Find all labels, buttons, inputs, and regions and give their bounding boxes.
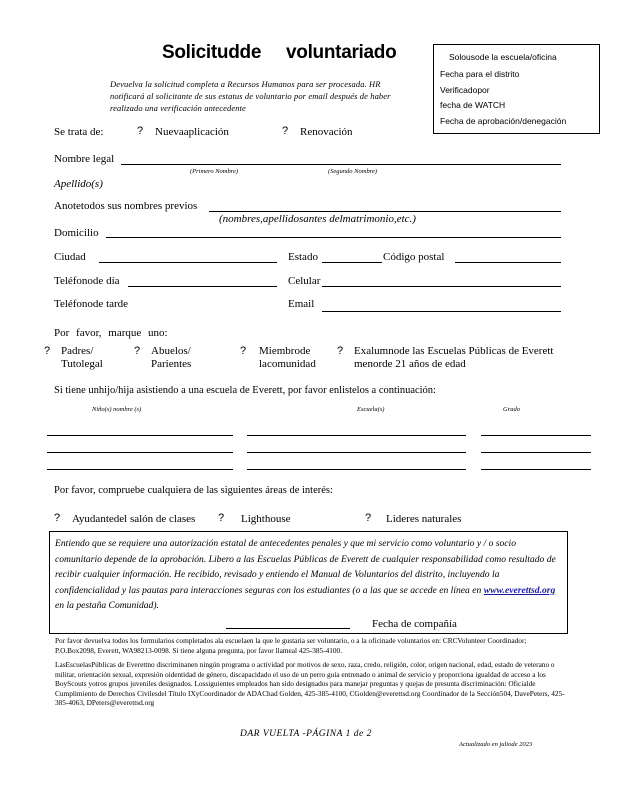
- new-application-checkbox[interactable]: ?: [137, 125, 144, 137]
- page-turn-label: DAR VUELTA -PÁGINA 1 de 2: [240, 729, 372, 739]
- parent-checkbox[interactable]: ?: [44, 345, 51, 357]
- office-use-box: [433, 44, 600, 134]
- city-label: Ciudad: [54, 251, 86, 263]
- application-type-label: Se trata de:: [54, 126, 104, 138]
- community-member-option: [259, 345, 316, 371]
- renewal-checkbox[interactable]: ?: [282, 125, 289, 137]
- natural-leaders-checkbox[interactable]: ?: [365, 512, 372, 524]
- areas-label: Por favor, compruebe cualquiera de las siguientes áreas de interés:: [54, 485, 333, 496]
- child-grade-field[interactable]: [481, 469, 591, 470]
- non-discrimination-statement: LasEscuelasPúblicas de Everettno discriminanen ningún programa o actividad por motivos de sexo, raza, credo, religión, color, origen nacional, edad, estado de veterano o militar, orientación sexual, expresión oidentidad de género, discapacidado el uso de un perro guía entrenado o animal de servicio y proporciona igualdad de acceso a los BoyScouts yotros grupos juveniles designados. Lossiguientes empleados han sido designados para manejar preguntas y quejas de presunta discriminación: Oficialde Cumplimiento de Derechos Civilesdel Título IXyCoordinador de ADAChad Golden, 425-385-4100, CGolden@everettsd.org Coordinador de la Sección504, DavePeters, 425-385-4063, DPeters@everettsd.org: [55, 660, 565, 707]
- return-instructions: Por favor devuelva todos los formularios completados ala escuelaen la que le gustaria ser voluntario, o a la oficinade voluntarios en: CRCVolunteer Coordinador; P.O.Box2098, Everett, WA98213-0098. Si tiene alguna pregunta, por favor llameal 425-385-4100.: [55, 636, 527, 655]
- child-school-field[interactable]: [247, 452, 466, 453]
- address-field[interactable]: [106, 237, 561, 238]
- lighthouse-label: Lighthouse: [241, 513, 291, 525]
- children-col-school: Escuela(s): [357, 406, 385, 413]
- children-col-name: Niño(s) nombre (s): [92, 406, 142, 413]
- renewal-label: Renovación: [300, 126, 353, 138]
- child-name-field[interactable]: [47, 435, 233, 436]
- zip-label: Código postal: [383, 251, 445, 263]
- district-website-link[interactable]: www.everettsd.org: [483, 584, 556, 596]
- grandparent-option-line1: Abuelos/: [151, 345, 191, 357]
- evening-phone-label: Teléfonode tarde: [54, 298, 129, 310]
- title-part1: Solicitudde: [162, 42, 262, 63]
- child-name-field[interactable]: [47, 452, 233, 453]
- parent-option-line1: Padres/: [61, 345, 94, 357]
- child-grade-field[interactable]: [481, 452, 591, 453]
- community-member-option-line2: lacomunidad: [259, 358, 316, 370]
- legal-name-label: Nombre legal: [54, 153, 115, 165]
- cell-field[interactable]: [322, 286, 561, 287]
- lighthouse-checkbox[interactable]: ?: [218, 512, 225, 524]
- agreement-text: [55, 536, 563, 614]
- parent-option: [61, 345, 103, 371]
- alumni-option: [354, 345, 553, 371]
- grandparent-option-line2: Parientes: [151, 358, 192, 370]
- children-label: Si tiene unhijo/hija asistiendo a una escuela de Everett, por favor enlistelos a continuación:: [54, 385, 436, 396]
- agreement-text-b: en la pestaña Comunidad).: [55, 600, 159, 611]
- community-member-option-line1: Miembrode: [259, 345, 311, 357]
- state-label: Estado: [288, 251, 318, 263]
- other-names-field[interactable]: [209, 211, 561, 212]
- day-phone-label: Teléfonode día: [54, 275, 120, 287]
- alumni-option-line2: menorde 21 años de edad: [354, 358, 466, 370]
- classroom-helper-label: Ayudantedel salón de clases: [72, 513, 196, 525]
- child-school-field[interactable]: [247, 435, 466, 436]
- office-line-watch-date: fecha de WATCH: [440, 100, 506, 110]
- signature-date-label: Fecha de compañía: [372, 618, 457, 630]
- email-label: Email: [288, 298, 315, 310]
- office-line-verified-by: Verificadopor: [440, 85, 490, 95]
- agreement-text-a: Entiendo que se requiere una autorización estatal de antecedentes penales y que mi servicio como voluntario y / o socio comunitario depende de la aprobación. Libero a las Escuelas Públicas de Everett de cualquier responsabilidad como resultado de recibir cualquier información. He recibido, revisado y entiendo el Manual de Voluntarios del distrito, incluyendo la confidencialidad y las pautas para interacciones seguras con los estudiantes (o a las que se accede en línea en: [55, 538, 556, 596]
- middle-name-hint: (Segundo Nombre): [328, 168, 378, 175]
- title-part2: voluntariado: [286, 42, 397, 63]
- city-field[interactable]: [99, 262, 277, 263]
- alumni-option-line1: Exalumnode las Escuelas Públicas de Everett: [354, 345, 554, 357]
- office-line-approval-date: Fecha de aprobación/denegación: [440, 116, 567, 126]
- instructions-text: Devuelva la solicitud completa a Recursos Humanos para ser procesada. HR notificará al solicitante de sus estatus de voluntario por email después de haber realizado una verificación antecedente: [110, 79, 391, 113]
- agreement-box: [49, 531, 568, 634]
- classroom-helper-checkbox[interactable]: ?: [54, 512, 61, 524]
- address-label: Domicilio: [54, 227, 99, 239]
- child-grade-field[interactable]: [481, 435, 591, 436]
- legal-name-field[interactable]: [121, 164, 561, 165]
- children-col-grade: Grado: [503, 406, 520, 413]
- email-field[interactable]: [322, 311, 561, 312]
- new-application-label: Nuevaaplicación: [155, 126, 229, 138]
- parent-option-line2: Tutolegal: [61, 358, 103, 370]
- child-school-field[interactable]: [247, 469, 466, 470]
- mark-one-label: Por favor, marque uno:: [54, 327, 168, 339]
- other-names-label: Anotetodos sus nombres previos: [54, 200, 198, 212]
- grandparent-option: [151, 345, 191, 371]
- alumni-checkbox[interactable]: ?: [337, 345, 344, 357]
- state-field[interactable]: [322, 262, 382, 263]
- grandparent-checkbox[interactable]: ?: [134, 345, 141, 357]
- day-phone-field[interactable]: [128, 286, 277, 287]
- signature-field[interactable]: [226, 628, 350, 629]
- cell-label: Celular: [288, 275, 321, 287]
- updated-date: Actualizado en juliode 2023: [459, 741, 533, 748]
- zip-field[interactable]: [455, 262, 561, 263]
- child-name-field[interactable]: [47, 469, 233, 470]
- office-line-district-date: Fecha para el distrito: [440, 69, 520, 79]
- community-member-checkbox[interactable]: ?: [240, 345, 247, 357]
- other-names-hint: (nombres,apellidosantes delmatrimonio,etc.): [219, 213, 416, 225]
- natural-leaders-label: Lideres naturales: [386, 513, 462, 525]
- surname-label: Apellido(s): [54, 178, 103, 190]
- first-name-hint: (Primero Nombre): [190, 168, 239, 175]
- office-use-title: Solousode la escuela/oficina: [449, 52, 557, 62]
